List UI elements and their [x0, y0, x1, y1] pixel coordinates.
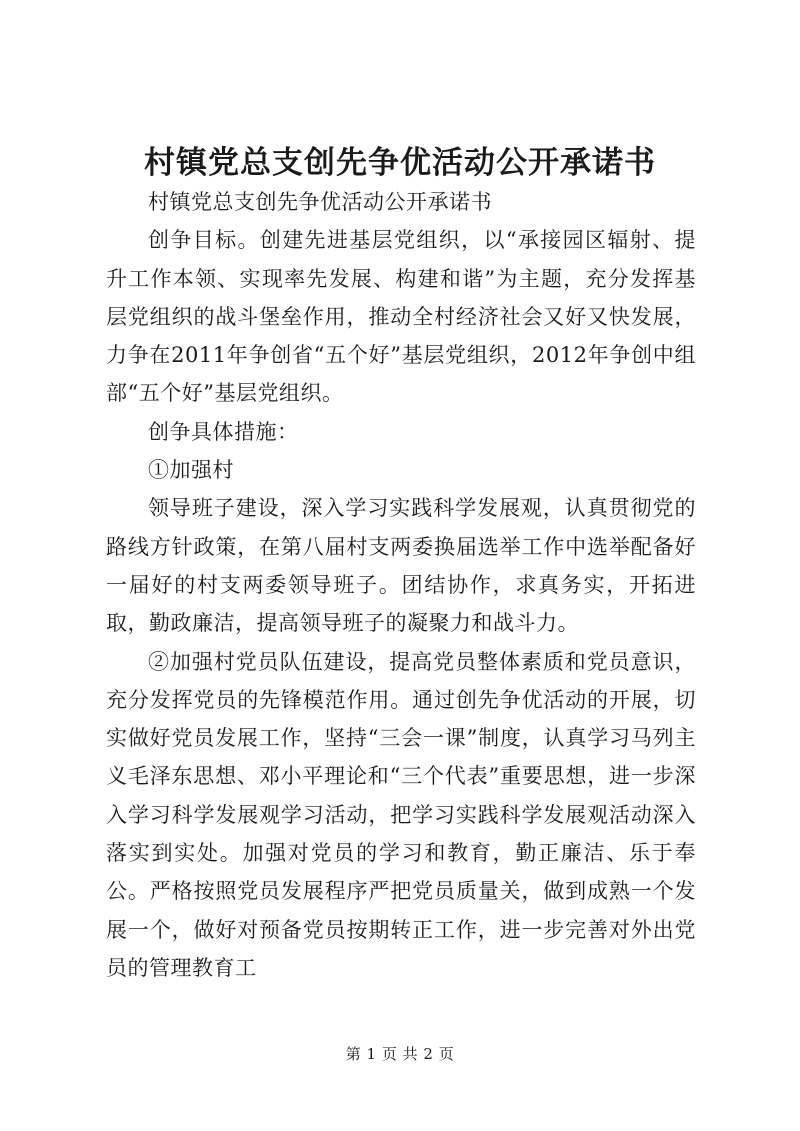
document-body [106, 183, 696, 987]
document-title: 村镇党总支创先争优活动公开承诺书 [144, 145, 656, 181]
paragraph-measures-heading: 创争具体措施： [148, 419, 299, 444]
paragraph-subtitle: 村镇党总支创先争优活动公开承诺书 [148, 190, 492, 214]
paragraph-goal: 创争目标。创建先进基层党组织，以“承接园区辐射、提升工作本领、实现率先发展、构建和谐”为主题，充分发挥基层党组织的战斗堡垒作用，推动全村经济社会又好又快发展，力争在2011年争创省“五个好”基层党组织，2012年争创中组部“五个好”基层党组织。 [106, 228, 696, 406]
paragraph-measure-1-heading: ①加强村 [148, 458, 234, 483]
paragraph-measure-1-body: 领导班子建设，深入学习实践科学发展观，认真贯彻党的路线方针政策，在第八届村支两委换届选举工作中选举配备好一届好的村支两委领导班子。团结协作，求真务实，开拓进取，勤政廉洁，提高领导班子的凝聚力和战斗力。 [106, 496, 696, 636]
page-number-footer: 第 1 页 共 2 页 [345, 1045, 455, 1063]
paragraph-measure-2: ②加强村党员队伍建设，提高党员整体素质和党员意识，充分发挥党员的先锋模范作用。通过创先争优活动的开展，切实做好党员发展工作，坚持“三会一课”制度，认真学习马列主义毛泽东思想、邓小平理论和“三个代表”重要思想，进一步深入学习科学发展观学习活动，把学习实践科学发展观活动深入落实到实处。加强对党员的学习和教育，勤正廉洁、乐于奉公。严格按照党员发展程序严把党员质量关，做到成熟一个发展一个，做好对预备党员按期转正工作，进一步完善对外出党员的管理教育工 [106, 649, 696, 980]
